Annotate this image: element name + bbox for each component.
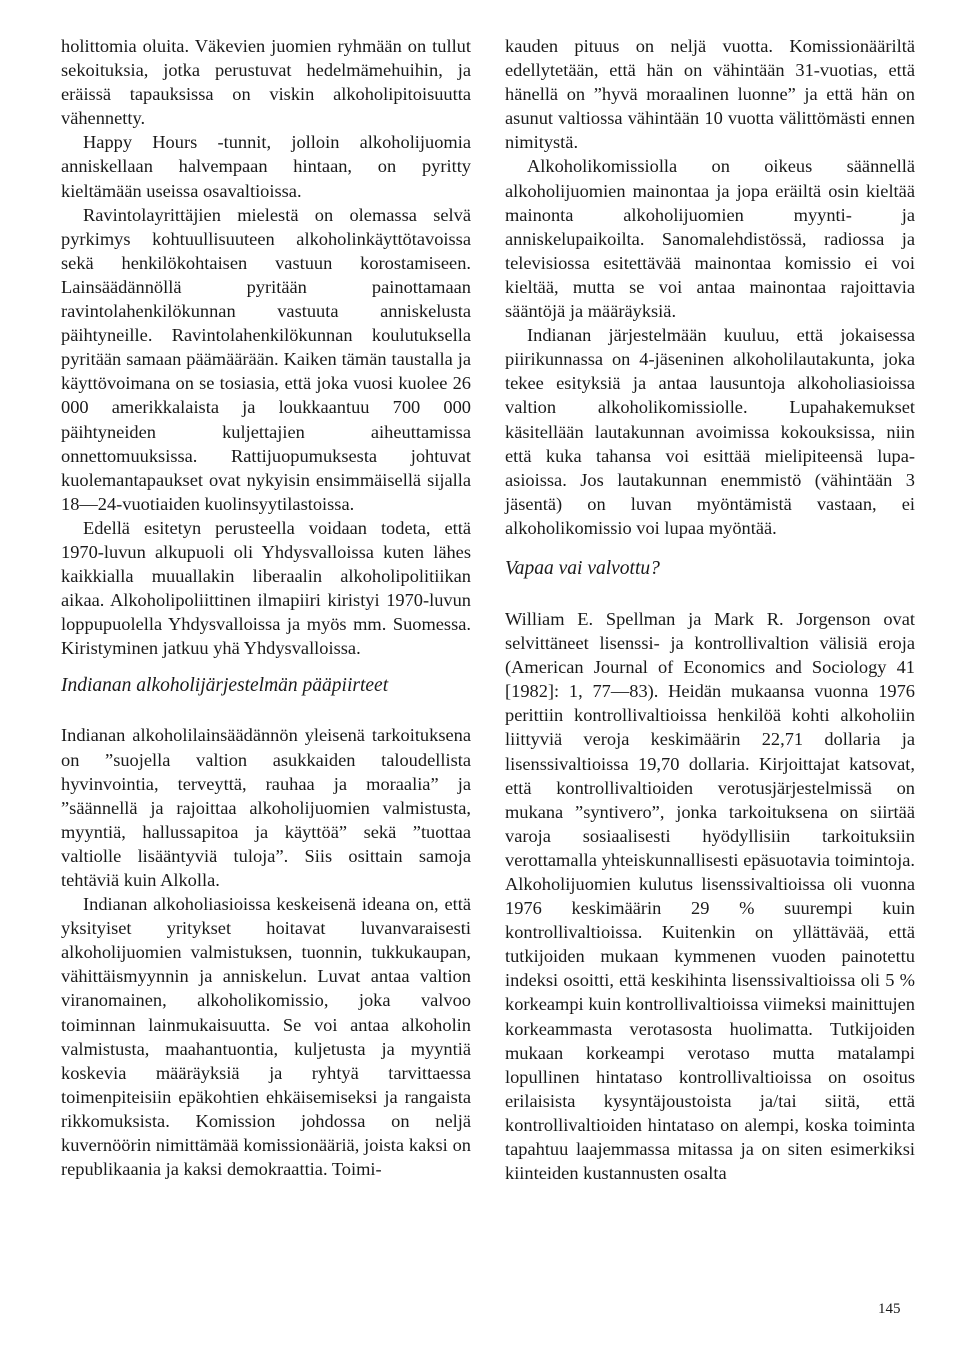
paragraph: Indianan alkoholiasioissa keskeisenä ideana on, että yksityiset yritykset hoitavat luvanvaraisesti alkoholijuomien valmistuksen, tuonnin, tukkukaupan, vähittäismyynnin ja anniskelun. Luvat antaa valtion viranomainen, alkoholikomissio, joka valvoo toiminnan lainmukaisuutta. Se voi antaa alkoholin valmistusta, maahantuontia, kuljetusta ja myyntiä koskevia määräyksiä ja ryhtyä tarvittaessa toimenpiteisiin epäkohtien ehkäisemiseksi ja rangaista rikkomuksista. Komission johdossa on neljä kuvernöörin nimittämää komissionääriä, joista kaksi on republikaania ja kaksi demokraattia. Toimi- xyxy=(61,894,471,1180)
section-heading: Indianan alkoholijärjestelmän pääpiirteet xyxy=(61,675,389,697)
paragraph: Indianan alkoholilainsäädännön yleisenä tarkoituksena on ”suojella valtion asukkaiden taloudellista hyvinvointia, terveyttä, rauhaa ja moraalia” ja ”säännellä ja rajoittaa alkoholijuomien valmistusta, myyntiä, hallussapitoa ja käyttöä” sekä ”tuottaa valtiolle lisääntyviä tuloja”. Siis osittain samoja tehtäviä kuin Alkolla. xyxy=(61,725,471,890)
paragraph: Ravintolayrittäjien mielestä on olemassa selvä pyrkimys kohtuullisuuteen alkoholinkäyttötavoissa sekä henkilökohtaisen vastuun korostamiseen. Lainsäädännöllä pyritään painottamaan ravintolahenkilökunnan vastuuta anniskelusta päihtyneille. Ravintolahenkilökunnan koulutuksella pyritään samaan päämäärään. Kaiken tämän taustalla ja käyttövoimana on se tosiasia, että joka vuosi kuolee 26 000 amerikkalaista ja loukkaantuu 700 000 päihtyneiden kuljettajien aiheuttamissa onnettomuuksissa. Rattijuopumuksesta johtuvat kuolemantapaukset ovat nykyisin ensimmäisellä sijalla 18—24-vuotiaiden kuolinsyytilastoissa. xyxy=(61,204,471,514)
section-heading: Vapaa vai valvottu? xyxy=(505,557,660,579)
page-number: 145 xyxy=(878,1301,901,1317)
paragraph: holittomia oluita. Väkevien juomien ryhmään on tullut sekoituksia, jotka perustuvat hedelmämehuihin, ja eräissä tapauksissa on viskin alkoholipitoisuutta vähennetty. xyxy=(61,36,471,129)
right-column xyxy=(505,34,915,1185)
paragraph: Indianan järjestelmään kuuluu, että jokaisessa piirikunnassa on 4-jäseninen alkoholilautakunta, joka tekee esityksiä ja antaa lausuntoja alkoholiasioissa valtion alkoholikomissiolle. Lupahakemukset käsitellään lautakunnan avoimissa kokouksissa, niin että kuka tahansa voi esittää mielipiteensä lupa-asioissa. Jos lautakunnan enemmistö (vähintään 3 jäsentä) on luvan myöntämistä vastaan, ei alkoholikomissio voi lupaa myöntää. xyxy=(505,325,915,538)
left-column xyxy=(61,34,471,1181)
paragraph: Alkoholikomissiolla on oikeus säännellä alkoholijuomien mainontaa ja jopa eräiltä osin kieltää mainonta alkoholijuomien myynti- ja anniskelupaikoilta. Sanomalehdistössä, radiossa ja televisiossa esitettävää mainontaa komissio ei voi kieltää, mutta se voi antaa mainontaa rajoittavia sääntöjä ja määräyksiä. xyxy=(505,156,915,322)
paragraph: Edellä esitetyn perusteella voidaan todeta, että 1970-luvun alkupuoli oli Yhdysvalloissa kuten lähes kaikkialla muuallakin liberaalin alkoholipolitiikan aikaa. Alkoholipoliittinen ilmapiiri kiristyi 1970-luvun loppupuolella Yhdysvalloissa ja myös mm. Suomessa. Kiristyminen jatkuu yhä Yhdysvalloissa. xyxy=(61,517,471,659)
paragraph: William E. Spellman ja Mark R. Jorgenson ovat selvittäneet lisenssi- ja kontrollivaltion välisiä eroja (American Journal of Economics and Sociology 41 [1982]: 1, 77—83). Heidän mukaansa vuonna 1976 perittiin kontrollivaltioissa henkilöä kohti alkoholiin liittyviä veroja keskimäärin 22,71 dollaria ja lisenssivaltioissa 19,70 dollaria. Kirjoittajat katsovat, että kontrollivaltioiden verotusjärjestelmissä on mukana ”syntivero”, jonka tarkoituksena on siirtää varoja sosiaalisesti hyödyllisiin tarkoituksiin verottamalla yhteiskunnallisesti epäsuotavia toimintoja. Alkoholijuomien kulutus lisenssivaltioissa oli vuonna 1976 keskimäärin 29 % suurempi kuin kontrollivaltioissa. Kuitenkin on yllättävää, että tutkijoiden mukaan kymmenen vuoden painotettu indeksi osoitti, että keskihinta lisenssivaltioissa oli 5 % korkeampi kuin kontrollivaltioissa viimeksi mainittujen korkeammasta verotasosta huolimatta. Tutkijoiden mukaan korkeampi verotaso mutta matalampi lopullinen hintataso kontrollivaltioissa on osoitus erilaisista kysyntäjoustoista ja/tai siitä, että kontrollivaltioiden hintataso on alempi, koska toiminta tapahtuu laajemmassa mitassa ja on siten esimerkiksi kiinteiden kustannusten osalta xyxy=(505,608,915,1184)
paragraph: Happy Hours -tunnit, jolloin alkoholijuomia anniskellaan halvempaan hintaan, on pyritty kieltämään useissa osavaltioissa. xyxy=(61,132,471,201)
paragraph: kauden pituus on neljä vuotta. Komissionääriltä edellytetään, että hän on vähintään 31-vuotias, että hänellä on ”hyvä moraalinen luonne” ja että hän on asunut valtiossa vähintään 10 vuotta välittömästi ennen nimitystä. xyxy=(505,36,915,153)
